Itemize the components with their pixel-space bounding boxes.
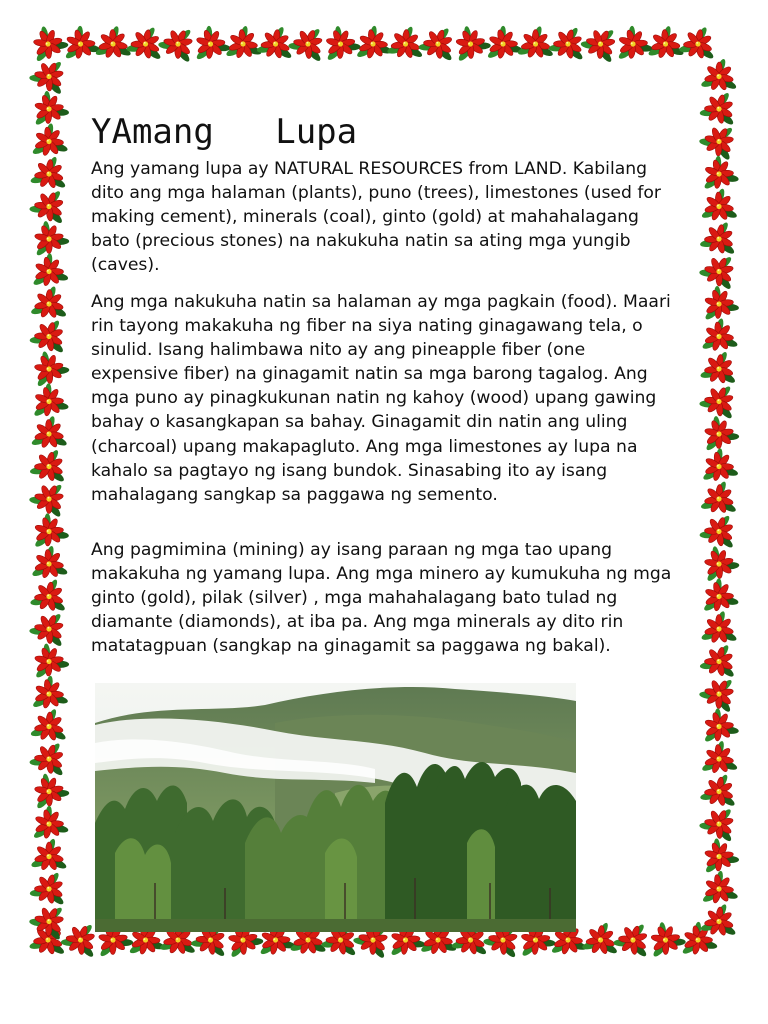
poinsettia-flower [28,544,69,581]
poinsettia-flower [646,24,686,60]
poinsettia-flower [30,415,68,449]
poinsettia-flower [700,58,738,92]
poinsettia-flower [640,915,688,961]
paragraph-plants: Ang mga nakukuha natin sa halaman ay mga pagkain (food). Maari rin tayong makakuha ng fiber na siya nating ginagawang tela, o sinulid. Isang halimbawa nito ay ang pineapple fiber (one expensive fiber) na ginagamit natin sa mga barong tagalog. Ang mga puno ay pinagkukunan natin ng kahoy (wood) upang gawing bahay o kasangkapan sa bahay. Ginagamit din natin ang uling (charcoal) upang makapagluto. Ang mga limestones ay lupa na kahalo sa pagtayo ng isang bundok. Sinasabing ito ay isang mahalagang sangkap sa paggawa ng semento. [91,292,671,505]
poinsettia-flower [316,19,364,64]
poinsettia-flower [699,187,738,222]
poinsettia-flower [697,86,742,128]
poinsettia-flower [696,377,743,421]
poinsettia-flower [94,25,132,59]
poinsettia-flower [696,116,745,163]
poinsettia-flower [57,21,102,63]
poinsettia-flower [697,445,740,485]
poinsettia-flower [581,920,621,956]
poinsettia-flower [445,19,494,66]
poinsettia-flower [222,24,263,61]
poinsettia-flower [696,151,741,194]
poinsettia-flower [698,639,742,680]
poinsettia-flower [517,25,554,58]
poinsettia-flower [285,20,332,65]
poinsettia-flower [698,217,741,257]
poinsettia-flower [386,24,426,60]
poinsettia-flower [30,285,68,319]
poinsettia-flower [26,605,73,650]
poinsettia-flower [26,378,71,420]
poinsettia-flower [696,574,741,616]
poinsettia-flower [700,610,738,644]
poinsettia-flower [155,19,203,65]
poinsettia-flower [27,866,71,907]
poinsettia-flower [27,249,70,289]
poinsettia-flower [677,22,720,61]
paragraph-mining: Ang pagmimina (mining) ay isang paraan ng mga tao upang makakuha ng yamang lupa. Ang mga minero ay kumukuha ng mga ginto (gold), pilak (silver) , mga mahahalagang bato tulad ng diamante (diamonds), at iba pa. Ang mga minerals ay dito rin matatagpuan (sangkap na ginagamit sa paggawa ng bakal). [91,540,672,657]
poinsettia-flower [27,736,73,779]
poinsettia-flower [255,23,297,61]
poinsettia-flower [609,21,655,64]
poinsettia-flower [696,800,743,845]
poinsettia-flower [694,409,742,455]
poinsettia-flower [26,474,74,520]
poinsettia-flower [27,672,70,711]
poinsettia-flower [30,838,67,871]
poinsettia-flower [611,916,657,959]
poinsettia-flower [28,575,70,613]
poinsettia-flower [480,21,524,62]
poinsettia-flower [698,770,740,808]
poinsettia-flower [695,703,741,746]
poinsettia-flower [351,22,394,61]
poinsettia-flower [24,766,73,813]
poinsettia-flower [28,444,71,484]
page-title: YAmang Lupa [91,112,358,152]
poinsettia-flower [25,508,71,552]
poinsettia-flower [695,280,742,324]
poinsettia-flower [699,739,739,775]
poinsettia-flower [23,19,72,66]
poinsettia-flower [699,348,740,385]
poinsettia-flower [28,120,70,158]
forest-mountain-photo [95,683,576,932]
poinsettia-flower [698,868,740,906]
poinsettia-flower [29,707,69,743]
poinsettia-flower [695,832,742,877]
poinsettia-flower [697,508,742,551]
poinsettia-flower [24,214,72,260]
poinsettia-flower [24,637,72,682]
poinsettia-flower [577,19,626,66]
poinsettia-flower [27,313,72,355]
poinsettia-flower [25,85,72,130]
poinsettia-flower [29,154,70,191]
poinsettia-flower [696,669,744,715]
paragraph-intro: Ang yamang lupa ay NATURAL RESOURCES from LAND. Kabilang dito ang mga halaman (plants), puno (trees), limestones (used for making cement), minerals (coal), ginto (gold) at mahahalagang bato (precious stones) na nakukuha natin sa ating mga yungib (caves). [91,159,661,276]
poinsettia-flower [124,22,167,62]
poinsettia-flower [26,52,74,97]
poinsettia-flower [696,247,744,293]
poinsettia-flower [694,539,743,586]
poinsettia-flower [698,316,739,353]
poinsettia-flower [27,183,73,227]
poinsettia-flower [187,20,233,64]
poinsettia-flower [700,479,739,514]
poinsettia-flower [26,801,70,842]
poinsettia-flower [416,21,462,64]
